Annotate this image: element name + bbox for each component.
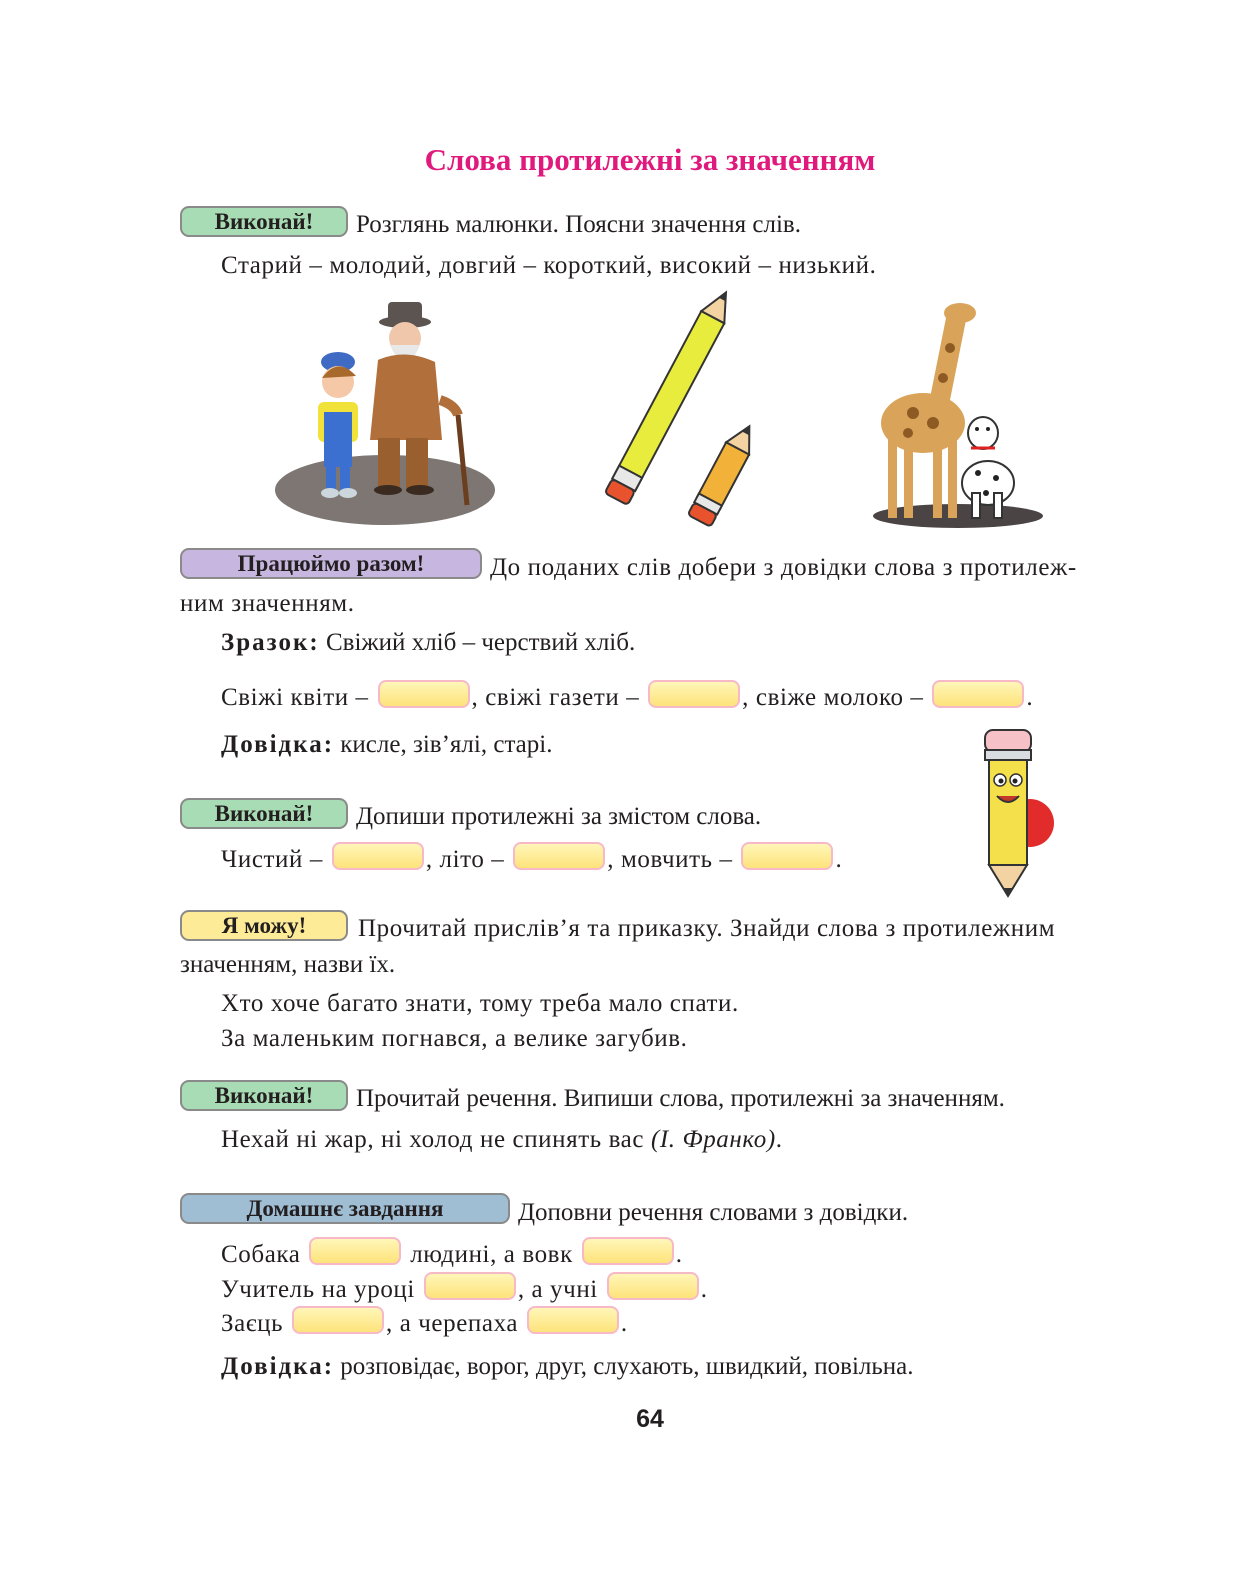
section6-hint [221,1352,914,1382]
answer-blank[interactable] [527,1306,619,1334]
task-badge-do: Виконай! [180,798,348,829]
pencil-mascot-illustration [975,728,1055,898]
task-badge-do: Виконай! [180,206,348,237]
answer-blank[interactable] [607,1272,699,1300]
hint-label: Довідка: [221,731,335,758]
answer-blank[interactable] [378,680,470,708]
exercise-text: Заєць [221,1310,284,1337]
section2-exercise [221,680,1033,713]
section2-hint [221,730,552,760]
citation: (І. Франко) [650,1126,776,1153]
section3-exercise [221,842,842,875]
exercise-text: , літо – [425,846,505,873]
page-title: Слова протилежні за значенням [424,142,876,177]
short-pencil [688,420,761,527]
exercise-text: Свіжі квіти – [221,684,369,711]
proverb-2: За маленьким погнався, а велике загубив. [221,1025,688,1052]
task-badge-i-can: Я можу! [180,910,348,941]
answer-blank[interactable] [513,842,605,870]
section2-sample [221,628,635,658]
homework-line-2 [221,1272,708,1305]
sentence-text: Нехай ні жар, ні холод не спинять вас [221,1126,645,1153]
section1-words: Старий – молодий, довгий – короткий, високий – низький. [221,252,877,279]
exercise-text: , свіже молоко – [742,684,924,711]
exercise-text: Собака [221,1241,301,1268]
hint-text: розповідає, ворог, друг, слухають, швидкий, повільна. [340,1353,914,1380]
homework-line-1 [221,1237,683,1270]
exercise-text: . [700,1276,708,1303]
dalmatian-figure [962,417,1014,518]
sample-label: Зразок: [221,629,320,656]
exercise-text: Чистий – [221,846,323,873]
section4-instruction-line2: значенням, назви їх. [180,951,396,978]
answer-blank[interactable] [332,842,424,870]
task-badge-work-together: Працюймо разом! [180,548,482,579]
answer-blank[interactable] [932,680,1024,708]
page-number: 64 [636,1405,664,1433]
task-badge-do: Виконай! [180,1080,348,1111]
sentence-end: . [775,1126,783,1153]
hint-label: Довідка: [221,1353,335,1380]
section5-sentence [221,1125,783,1155]
answer-blank[interactable] [424,1272,516,1300]
exercise-text: , мовчить – [607,846,733,873]
answer-blank[interactable] [309,1237,401,1265]
long-and-short-pencils-illustration [595,285,765,535]
exercise-text: людині, а вовк [410,1241,573,1268]
exercise-text: , а учні [517,1276,598,1303]
exercise-text: . [675,1241,683,1268]
section4-instruction-line1: Прочитай прислів’я та приказку. Знайди слова з протилежним [358,915,1056,942]
giraffe-and-dalmatian-illustration [868,288,1048,533]
section3-instruction: Допиши протилежні за змістом слова. [356,803,762,830]
exercise-text: , свіжі газети – [471,684,640,711]
section2-instruction-line2: ним значенням. [180,590,355,617]
exercise-text: . [1026,684,1034,711]
answer-blank[interactable] [292,1306,384,1334]
ground-shadow [873,504,1043,528]
homework-line-3 [221,1306,628,1339]
exercise-text: . [620,1310,628,1337]
task-badge-homework: Домашнє завдання [180,1193,510,1224]
proverb-1: Хто хоче багато знати, тому треба мало спати. [221,990,739,1017]
sample-text: Свіжий хліб – черствий хліб. [325,629,636,656]
section2-instruction-line1: До поданих слів добери з довідки слова з протилеж- [490,554,1077,581]
answer-blank[interactable] [741,842,833,870]
answer-blank[interactable] [648,680,740,708]
exercise-text: Учитель на уроці [221,1276,415,1303]
hint-text: кисле, зів’ялі, старі. [340,731,553,758]
answer-blank[interactable] [582,1237,674,1265]
old-man-and-boy-illustration [270,290,500,535]
exercise-text: . [835,846,843,873]
section5-instruction: Прочитай речення. Випиши слова, протилежні за значенням. [356,1085,1005,1112]
section6-instruction: Доповни речення словами з довідки. [518,1199,909,1226]
section1-instruction: Розглянь малюнки. Поясни значення слів. [356,211,801,238]
exercise-text: , а черепаха [386,1310,519,1337]
